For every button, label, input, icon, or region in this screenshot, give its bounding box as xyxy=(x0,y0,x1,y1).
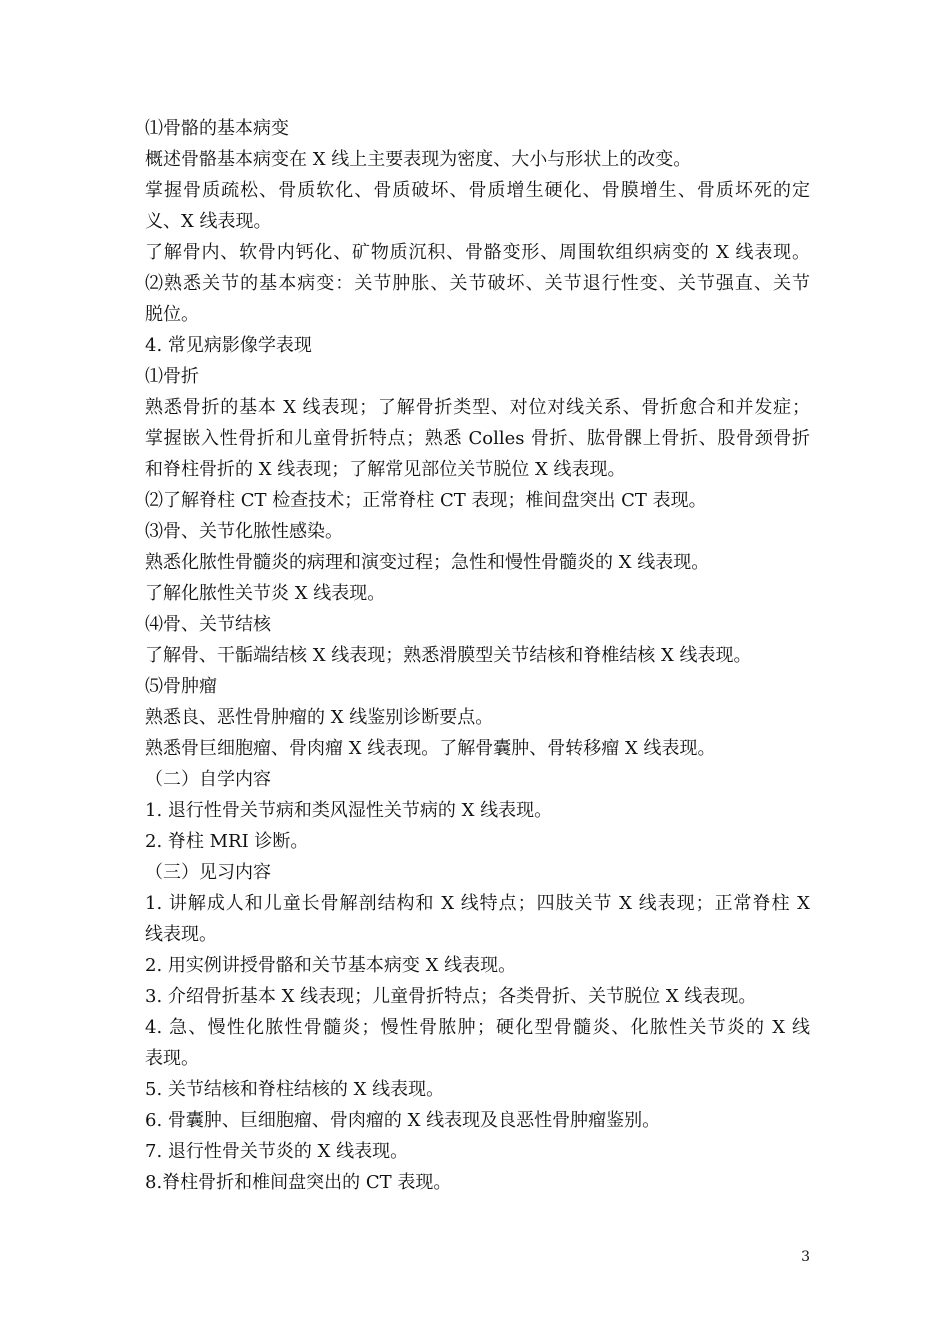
text-line: 3. 介绍骨折基本 X 线表现；儿童骨折特点；各类骨折、关节脱位 X 线表现。 xyxy=(145,986,757,1007)
text-line: ⑷骨、关节结核 xyxy=(145,614,271,635)
text-line: 1. 退行性骨关节病和类风湿性关节病的 X 线表现。 xyxy=(145,800,553,821)
text-line: 表现。 xyxy=(145,1048,199,1069)
text-line: 掌握骨质疏松、骨质软化、骨质破坏、骨质增生硬化、骨膜增生、骨质坏死的定 xyxy=(145,180,810,201)
text-line: 8.脊柱骨折和椎间盘突出的 CT 表现。 xyxy=(145,1172,452,1193)
text-line: 熟悉骨巨细胞瘤、骨肉瘤 X 线表现。了解骨囊肿、骨转移瘤 X 线表现。 xyxy=(145,738,716,759)
text-line: ⑵熟悉关节的基本病变：关节肿胀、关节破坏、关节退行性变、关节强直、关节 xyxy=(145,273,810,294)
text-line: 熟悉化脓性骨髓炎的病理和演变过程；急性和慢性骨髓炎的 X 线表现。 xyxy=(145,552,710,573)
document-body xyxy=(145,113,810,1198)
text-line: 熟悉良、恶性骨肿瘤的 X 线鉴别诊断要点。 xyxy=(145,707,494,728)
text-line: ⑶骨、关节化脓性感染。 xyxy=(145,521,343,542)
text-line: ⑵了解脊柱 CT 检查技术；正常脊柱 CT 表现；椎间盘突出 CT 表现。 xyxy=(145,490,707,511)
text-line: （二）自学内容 xyxy=(145,769,271,790)
text-line: 了解骨内、软骨内钙化、矿物质沉积、骨骼变形、周围软组织病变的 X 线表现。 xyxy=(145,242,810,263)
text-line: 4. 常见病影像学表现 xyxy=(145,335,312,356)
text-line: 和脊柱骨折的 X 线表现；了解常见部位关节脱位 X 线表现。 xyxy=(145,459,626,480)
text-line: 脱位。 xyxy=(145,304,199,325)
text-line: （三）见习内容 xyxy=(145,862,271,883)
text-line: ⑴骨骼的基本病变 xyxy=(145,118,289,139)
text-line: 5. 关节结核和脊柱结核的 X 线表现。 xyxy=(145,1079,445,1100)
text-line: 掌握嵌入性骨折和儿童骨折特点；熟悉 Colles 骨折、肱骨髁上骨折、股骨颈骨折 xyxy=(145,428,810,449)
text-line: ⑸骨肿瘤 xyxy=(145,676,217,697)
text-line: 了解骨、干骺端结核 X 线表现；熟悉滑膜型关节结核和脊椎结核 X 线表现。 xyxy=(145,645,752,666)
text-line: 2. 脊柱 MRI 诊断。 xyxy=(145,831,309,852)
text-line: 熟悉骨折的基本 X 线表现；了解骨折类型、对位对线关系、骨折愈合和并发症； xyxy=(145,397,810,418)
text-line: 4. 急、慢性化脓性骨髓炎；慢性骨脓肿；硬化型骨髓炎、化脓性关节炎的 X 线 xyxy=(145,1017,810,1038)
text-line: 概述骨骼基本病变在 X 线上主要表现为密度、大小与形状上的改变。 xyxy=(145,149,692,170)
text-line: 线表现。 xyxy=(145,924,217,945)
text-line: 1. 讲解成人和儿童长骨解剖结构和 X 线特点；四肢关节 X 线表现；正常脊柱 X xyxy=(145,893,810,914)
page-number: 3 xyxy=(801,1249,810,1265)
text-line: 了解化脓性关节炎 X 线表现。 xyxy=(145,583,386,604)
text-line: 义、X 线表现。 xyxy=(145,211,272,232)
text-line: 7. 退行性骨关节炎的 X 线表现。 xyxy=(145,1141,409,1162)
text-line: 2. 用实例讲授骨骼和关节基本病变 X 线表现。 xyxy=(145,955,517,976)
text-line: ⑴骨折 xyxy=(145,366,199,387)
text-line: 6. 骨囊肿、巨细胞瘤、骨肉瘤的 X 线表现及良恶性骨肿瘤鉴别。 xyxy=(145,1110,661,1131)
